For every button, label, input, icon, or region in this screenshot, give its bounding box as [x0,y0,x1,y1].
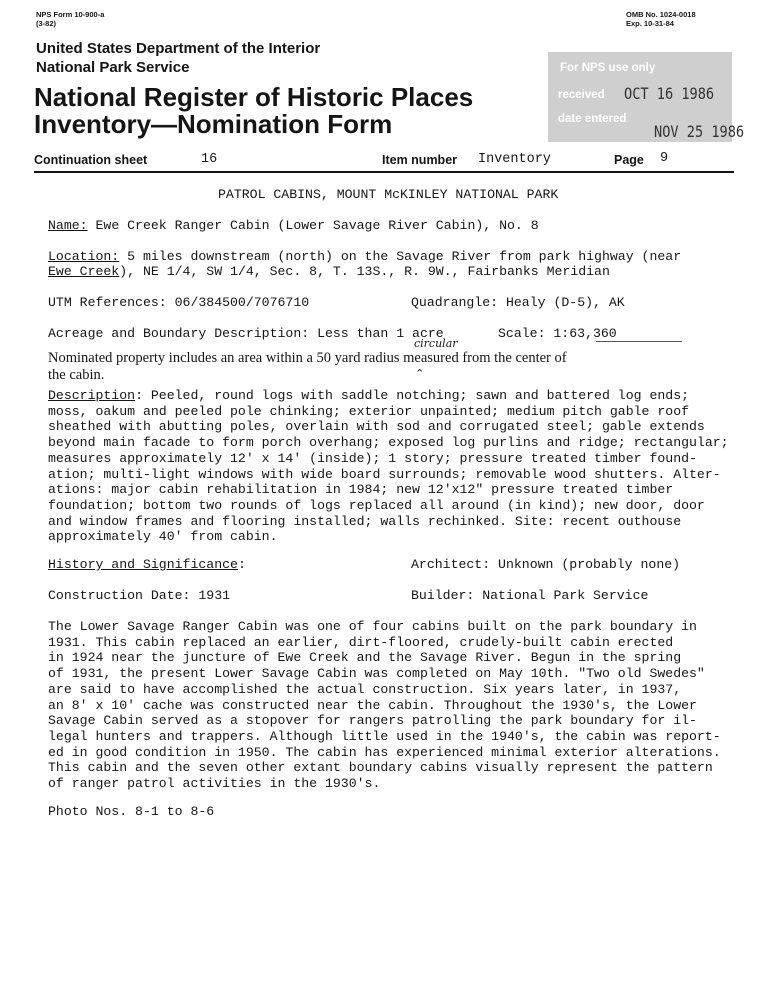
quadrangle: Quadrangle: Healy (D-5), AK [411,295,625,310]
scale: Scale: 1:63,360 [498,326,617,341]
form-revision: (3-82) [36,19,57,28]
history-line: of 1931, the present Lower Savage Cabin was completed on May 10th. "Two old Swedes" [48,666,705,682]
header-rule [34,171,734,173]
form-title-line-2: Inventory—Nomination Form [34,109,393,139]
history-line: 1931. This cabin replaced an earlier, dirt-floored, crudely-built cabin erected [48,634,674,650]
scale-underline [596,341,682,342]
item-number-value: Inventory [478,152,551,167]
location-text-2: ), NE 1/4, SW 1/4, Sec. 8, T. 13S., R. 9W., Fairbanks Meridian [119,264,610,279]
description-section [48,388,729,545]
description-line: moss, oakum and peeled pole chinking; exterior unpainted; medium pitch gable roof [48,403,690,419]
acreage-description: Acreage and Boundary Description: Less than 1 acre [48,326,444,341]
item-number-label: Item number [382,153,458,167]
utm-references: UTM References: 06/384500/7076710 [48,295,310,310]
architect: Architect: Unknown (probably none) [411,557,681,572]
typed-note-line-2: the cabin. [48,367,105,383]
history-paragraph [48,619,721,792]
description-line: and window frames and flooring installed; walls rechinked. Site: recent outhouse [48,513,682,529]
continuation-sheet-value: 16 [201,152,218,167]
handwritten-insert: circular [414,337,458,350]
date-entered-label: date entered [558,113,627,125]
location-line-1 [48,249,681,264]
name-value: Ewe Creek Ranger Cabin (Lower Savage River Cabin), No. 8 [87,218,539,233]
document-heading: PATROL CABINS, MOUNT McKINLEY NATIONAL PARK [218,187,559,202]
description-text: : Peeled, round logs with saddle notching; sawn and battered log ends; [135,388,690,403]
history-line: This cabin and the seven other extant boundary cabins visually represent the pattern [48,760,713,776]
history-line: Savage Cabin served as a stopover for rangers patrolling the park boundary for il- [48,713,697,729]
location-text-1: 5 miles downstream (north) on the Savage River from park highway (near [119,249,682,264]
name-field [48,218,539,233]
construction-date: Construction Date: 1931 [48,588,231,603]
form-number: NPS Form 10-900-a [36,10,105,19]
history-line: of ranger patrol activities in the 1930's. [48,776,381,792]
name-label: Name: [48,218,88,233]
history-heading [48,557,246,572]
expiration-date: Exp. 10-31-84 [626,19,674,28]
history-colon: : [237,557,246,572]
department-name: United States Department of the Interior [36,40,321,57]
description-label: Description [48,388,136,403]
history-line: are said to have accomplished the actual construction. Six years later, in 1937, [48,681,682,697]
history-line: The Lower Savage Ranger Cabin was one of four cabins built on the park boundary in [48,619,697,634]
caret-mark-icon: ⌃ [415,367,425,380]
photo-numbers: Photo Nos. 8-1 to 8-6 [48,804,215,819]
location-label: Location: [48,249,120,264]
history-line: legal hunters and trappers. Although little used in the 1940's, the cabin was report- [48,728,721,744]
typed-note-line-1: Nominated property includes an area within a 50 yard radius measured from the center of [48,350,567,366]
received-date-stamp: OCT 16 1986 [624,84,715,103]
location-line-2 [48,264,610,279]
description-line: beyond main facade to form porch overhang; exposed log purlins and ridge; rectangular; [48,435,729,451]
description-line: sheathed with abutting poles, overlain with sod and corrugated steel; gable extends [48,419,705,435]
location-ewe-creek: Ewe Creek [48,264,120,279]
description-line: foundation; bottom two rounds of logs replaced all around (in kind); new door, door [48,497,705,513]
agency-name: National Park Service [36,59,190,76]
description-line: ations: major cabin rehabilitation in 1984; new 12'x12" pressure treated timber [48,482,674,498]
history-line: ed in good condition in 1950. The cabin has experienced minimal exterior alterations. [48,744,721,760]
history-label: History and Significance [48,557,238,572]
description-line: ation; multi-light windows with wide board surrounds; removable wood shutters. Alter- [48,466,721,482]
page-number-value: 9 [660,151,669,166]
builder: Builder: National Park Service [411,588,649,603]
nps-use-label: For NPS use only [560,62,656,74]
description-line: approximately 40' from cabin. [48,529,278,545]
omb-number: OMB No. 1024-0018 [626,10,696,19]
description-line: measures approximately 12' x 14' (inside); 1 story; pressure treated timber found- [48,450,697,466]
description-first-line [48,388,729,404]
history-line: in 1924 near the juncture of Ewe Creek and the Savage River. Begun in the spring [48,650,682,666]
continuation-sheet-label: Continuation sheet [34,153,148,167]
entered-date-stamp: NOV 25 1986 [654,122,745,141]
form-title-line-1: National Register of Historic Places [34,82,474,112]
history-line: an 8' x 10' cache was constructed near the cabin. Throughout the 1930's, the Lower [48,697,697,713]
received-label: received [558,89,605,101]
page-label: Page [614,153,644,167]
